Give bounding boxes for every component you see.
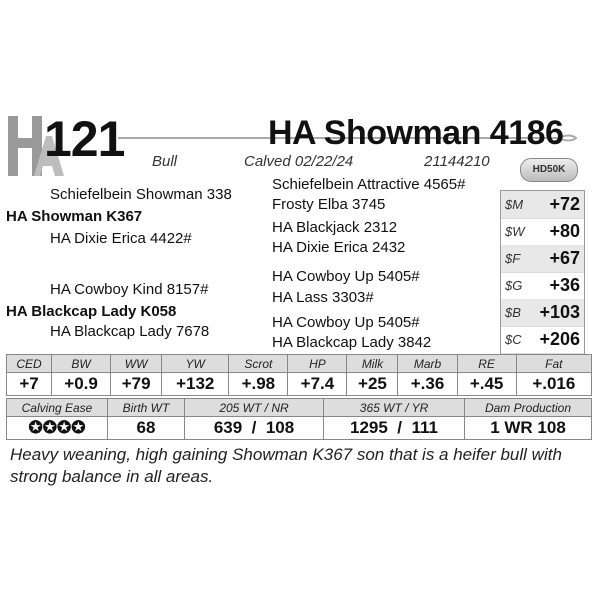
epd-value: +79 xyxy=(111,373,162,396)
pedigree-right-item: HA Blackcap Lady 3842 xyxy=(272,334,432,351)
epd-header: HP xyxy=(288,355,347,373)
perf-header: 205 WT / NR xyxy=(185,399,324,417)
epd-value: +7 xyxy=(7,373,52,396)
pedigree-right-item: HA Blackjack 2312 xyxy=(272,219,398,236)
calving-ease-stars-icon: ✪✪✪✪ xyxy=(7,417,108,440)
dam: HA Blackcap Lady K058 xyxy=(6,303,177,320)
performance-table xyxy=(6,398,592,440)
index-value: +72 xyxy=(549,194,580,214)
epd-header: Fat xyxy=(516,355,591,373)
pedigree-right-item: HA Dixie Erica 2432 xyxy=(272,239,406,256)
index-label: $G xyxy=(505,278,523,293)
index-table xyxy=(500,190,585,354)
epd-value: +25 xyxy=(347,373,398,396)
animal-name: HA Showman 4186 xyxy=(268,114,564,152)
weight-205: 639 / 108 xyxy=(185,417,324,440)
birth-weight: 68 xyxy=(108,417,185,440)
epd-value: +.45 xyxy=(457,373,516,396)
pedigree-right-item: HA Cowboy Up 5405# xyxy=(272,314,420,331)
epd-value: +.016 xyxy=(516,373,591,396)
epd-value: +132 xyxy=(162,373,229,396)
perf-header: Dam Production xyxy=(465,399,592,417)
wt205-value: 639 xyxy=(213,418,243,437)
index-row xyxy=(501,218,584,246)
epd-header: YW xyxy=(162,355,229,373)
perf-header: Calving Ease xyxy=(7,399,108,417)
animal-type: Bull xyxy=(152,153,178,170)
sire-sire: Schiefelbein Showman 338 xyxy=(50,186,232,203)
sire-dam: HA Dixie Erica 4422# xyxy=(50,230,192,247)
index-label: $W xyxy=(505,224,525,239)
pedigree-right-item: Frosty Elba 3745 xyxy=(272,196,386,213)
epd-value: +0.9 xyxy=(52,373,111,396)
epd-header: Milk xyxy=(347,355,398,373)
index-row xyxy=(501,326,584,354)
description: Heavy weaning, high gaining Showman K367 son that is a heifer bull with strong balance in all areas. xyxy=(10,445,562,486)
dam-sire: HA Cowboy Kind 8157# xyxy=(50,281,209,298)
lot-number: 121 xyxy=(44,111,125,167)
index-label: $C xyxy=(505,332,522,347)
perf-header: 365 WT / YR xyxy=(324,399,465,417)
index-row xyxy=(501,191,584,219)
index-row xyxy=(501,299,584,327)
pedigree-right-item: Schiefelbein Attractive 4565# xyxy=(272,176,466,193)
epd-table xyxy=(6,354,592,396)
yr-value: 111 xyxy=(411,418,438,437)
index-value: +36 xyxy=(549,275,580,295)
epd-header: WW xyxy=(111,355,162,373)
dam-production: 1 WR 108 xyxy=(465,417,592,440)
weight-365: 1295 / 111 xyxy=(324,417,465,440)
epd-header: BW xyxy=(52,355,111,373)
index-row xyxy=(501,245,584,273)
epd-value: +.36 xyxy=(398,373,457,396)
registration-number: 21144210 xyxy=(424,153,490,170)
index-value: +80 xyxy=(549,221,580,241)
calved-date: Calved 02/22/24 xyxy=(244,153,354,170)
index-label: $M xyxy=(505,197,524,212)
index-label: $B xyxy=(505,305,521,320)
index-value: +103 xyxy=(539,302,580,322)
index-label: $F xyxy=(505,251,521,266)
epd-header: CED xyxy=(7,355,52,373)
sire: HA Showman K367 xyxy=(6,208,143,225)
epd-value: +7.4 xyxy=(288,373,347,396)
index-row xyxy=(501,272,584,300)
epd-header: RE xyxy=(457,355,516,373)
epd-header: Marb xyxy=(398,355,457,373)
perf-header: Birth WT xyxy=(108,399,185,417)
pedigree-right-item: HA Cowboy Up 5405# xyxy=(272,268,420,285)
wt365-value: 1295 xyxy=(350,418,388,437)
dam-dam: HA Blackcap Lady 7678 xyxy=(50,323,210,340)
hd50k-badge: HD50K xyxy=(520,158,578,182)
pedigree-right-item: HA Lass 3303# xyxy=(272,289,374,306)
epd-header: Scrot xyxy=(229,355,288,373)
epd-value: +.98 xyxy=(229,373,288,396)
index-value: +206 xyxy=(539,329,580,349)
nr-value: 108 xyxy=(265,418,295,437)
index-value: +67 xyxy=(549,248,580,268)
